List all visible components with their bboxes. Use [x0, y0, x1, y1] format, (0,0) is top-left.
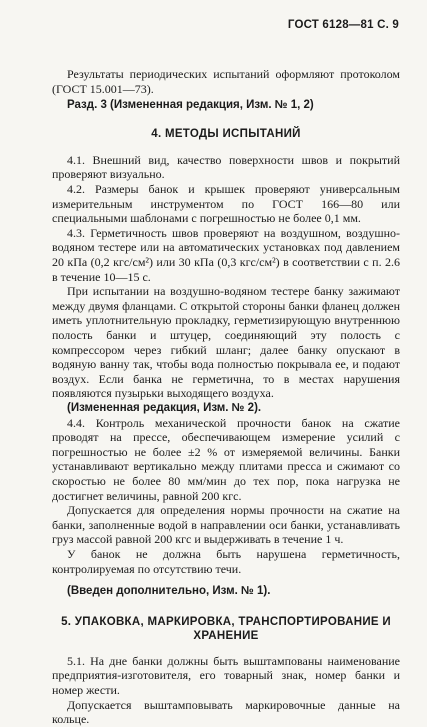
para-5-1: 5.1. На дне банки должны быть выштампованы наименование предприятия-изготовителя, его товарный знак, номер банки и номер жести. [52, 653, 400, 698]
document-body [52, 67, 400, 727]
para-4-4-load: Допускается для определения нормы прочности на сжатие на банки, заполненные водой в направлении оси банки, устанавливать груз массой равной 200 кгс и выдерживать в течение 1 ч. [52, 503, 400, 547]
note-amendment-2: (Измененная редакция, Изм. № 2). [67, 401, 262, 414]
section3-note [52, 97, 400, 113]
para-4-3: 4.3. Герметичность швов проверяют на воздушном, воздушно-водяном тестере или на автоматических установках под давлением 20 кПа (0,2 кгс/см²) или 30 кПа (0,3 кгс/см²) в соответствии с п. 2.6 в течение 10—15 с. [52, 225, 400, 284]
section5-title: 5. УПАКОВКА, МАРКИРОВКА, ТРАНСПОРТИРОВАНИЕ И ХРАНЕНИЕ [61, 615, 391, 643]
para-4-1: 4.1. Внешний вид, качество поверхности швов и покрытий проверяют визуально. [52, 152, 400, 182]
para-4-3-test: При испытании на воздушно-водяном тестере банку зажимают между двумя фланцами. С открытой стороны банки фланец должен иметь уплотнительную прокладку, герметизирующую внутреннюю полость банки и штуцер, соединяющий эту полость с компрессором через гибкий шланг; далее банку опускают в водяную ванну так, чтобы вода полностью покрывала ее, и подают воздух. Если банка не герметична, то в местах нарушения появляются пузырьки выходящего воздуха. [52, 284, 400, 401]
section4-title: 4. МЕТОДЫ ИСПЫТАНИЙ [151, 128, 301, 141]
page-header: ГОСТ 6128—81 С. 9 [287, 19, 399, 31]
para-4-2: 4.2. Размеры банок и крышек проверяют универсальным измерительным инструментом по ГОСТ 166—80 или специальными шаблонами с погрешностью не более 0,1 мм. [52, 182, 400, 226]
results-paragraph: Результаты периодических испытаний оформляют протоколом (ГОСТ 15.001—73). [52, 67, 400, 96]
note-amendment-1: (Введен дополнительно, Изм. № 1). [67, 585, 271, 598]
section3-note-text: Разд. 3 (Измененная редакция, Изм. № 1, 2) [67, 98, 314, 111]
para-4-4-seal: У банок не должна быть нарушена герметичность, контролируемая по отсутствию течи. [52, 546, 400, 576]
para-4-4: 4.4. Контроль механической прочности банок на сжатие проводят на прессе, обеспечивающем измерение усилий с погрешностью не более ±2 % от измеряемой величины. Банки устанавливают вертикально между плитами пресса и сжимают со скоростью не более 80 мм/мин до тех пор, пока нагрузка не достигнет величины, равной 200 кгс. [52, 415, 400, 503]
para-5-1-ring: Допускается выштамповывать маркировочные данные на кольце. [52, 697, 400, 727]
